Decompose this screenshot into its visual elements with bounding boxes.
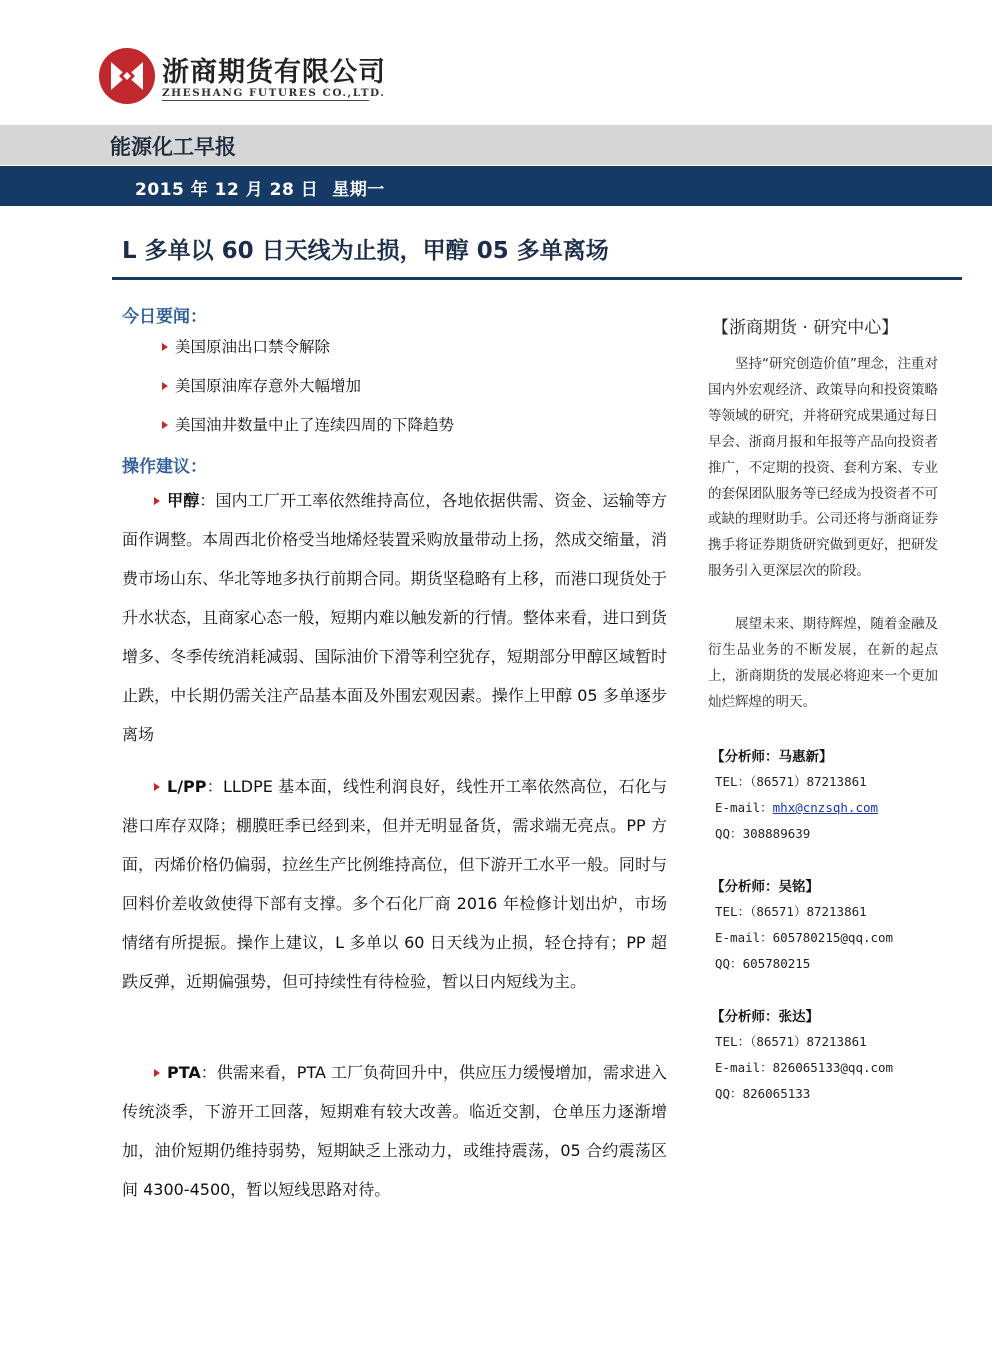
sidebar-title: 【浙商期货 · 研究中心】 <box>712 318 899 338</box>
news-item: 美国原油出口禁令解除 <box>162 335 330 357</box>
analyst-qq: QQ：308889639 <box>715 826 811 841</box>
analyst-qq: QQ：826065133 <box>715 1086 811 1101</box>
advice-methanol: 甲醇：国内工厂开工率依然维持高位，各地依据供需、资金、运输等方面作调整。本周西北价格受当地烯烃装置采购放量带动上扬，然成交缩量，消费市场山东、华北等地多执行前期合同。期货坚稳略有上移，而港口现货处于升水状态，且商家心态一般，短期内难以触发新的行情。整体来看，进口到货增多、冬季传统消耗减弱、国际油价下滑等利空犹存，短期部分甲醇区域暂时止跌，中长期仍需关注产品基本面及外围宏观因素。操作上甲醇 05 多单逐步离场 <box>122 491 667 744</box>
analyst-tel: TEL：（86571）87213861 <box>715 774 867 789</box>
report-title: 能源化工早报 <box>110 135 236 159</box>
headline: L 多单以 60 日天线为止损，甲醇 05 多单离场 <box>122 238 609 264</box>
report-date-line <box>135 175 385 200</box>
bullet-arrow-icon <box>162 343 168 351</box>
advice-l-pp: L/PP：LLDPE 基本面，线性利润良好，线性开工率依然高位，石化与港口库存双降；棚膜旺季已经到来，但并无明显备货，需求端无亮点。PP 方面，丙烯价格仍偏弱，拉丝生产比例维持高位，但下游开工水平一般。同时与回料价差收敛使得下部有支撑。多个石化厂商 2016 年检修计划出炉，市场情绪有所提振。操作上建议，L 多单以 60 日天线为止损，轻仓持有；PP 超跌反弹，近期偏强势，但可持续性有待检验，暂以日内短线为主。 <box>122 777 667 991</box>
company-name-cn: 浙商期货有限公司 <box>162 57 386 88</box>
report-weekday: 星期一 <box>332 180 385 200</box>
analyst-email-link[interactable]: mhx@cnzsqh.com <box>772 800 879 815</box>
news-item: 美国原油库存意外大幅增加 <box>162 374 361 396</box>
analyst-tel: TEL：（86571）87213861 <box>715 1034 867 1049</box>
bullet-arrow-icon <box>162 421 168 429</box>
analyst-name: 【分析师：马惠新】 <box>711 749 833 765</box>
bullet-arrow-icon <box>162 382 168 390</box>
company-name-en: ZHESHANG FUTURES CO.,LTD. <box>162 87 386 99</box>
analyst-email: E-mail：826065133@qq.com <box>715 1060 894 1075</box>
analyst-email: E-mail：605780215@qq.com <box>715 930 894 945</box>
advice-section-title: 操作建议： <box>122 457 207 477</box>
report-date: 2015 年 12 月 28 日 <box>135 180 319 200</box>
headline-rule <box>112 277 962 280</box>
logo-underline <box>162 100 369 101</box>
analyst-name: 【分析师：张达】 <box>711 1009 819 1025</box>
analyst-tel: TEL：（86571）87213861 <box>715 904 867 919</box>
analyst-qq: QQ：605780215 <box>715 956 811 971</box>
news-item: 美国油井数量中止了连续四周的下降趋势 <box>162 413 454 435</box>
advice-pta: PTA：供需来看，PTA 工厂负荷回升中，供应压力缓慢增加，需求进入传统淡季，下游开工回落，短期难有较大改善。临近交割，仓单压力逐渐增加，油价短期仍维持弱势，短期缺乏上涨动力，或维持震荡，05 合约震荡区间 4300-4500，暂以短线思路对待。 <box>122 1063 668 1199</box>
news-section-title: 今日要闻： <box>122 307 207 327</box>
sidebar-intro: 坚持“研究创造价值”理念，注重对国内外宏观经济、政策导向和投资策略等领域的研究，并将研究成果通过每日早会、浙商月报和年报等产品向投资者推广，不定期的投资、套利方案、专业的套保团队服务等已经成为投资者不可或缺的理财助手。公司还将与浙商证券携手将证券期货研究做到更好，把研发服务引入更深层次的阶段。 <box>708 356 938 580</box>
sidebar-outlook: 展望未来、期待辉煌，随着金融及衍生品业务的不断发展，在新的起点上，浙商期货的发展必将迎来一个更加灿烂辉煌的明天。 <box>708 616 938 710</box>
analyst-email: E-mail：mhx@cnzsqh.com <box>715 800 879 815</box>
bullet-arrow-icon <box>154 1069 160 1077</box>
bullet-arrow-icon <box>154 497 160 505</box>
analyst-name: 【分析师：吴铭】 <box>711 879 819 895</box>
bullet-arrow-icon <box>154 783 160 791</box>
zheshang-futures-logo-icon <box>97 46 157 106</box>
